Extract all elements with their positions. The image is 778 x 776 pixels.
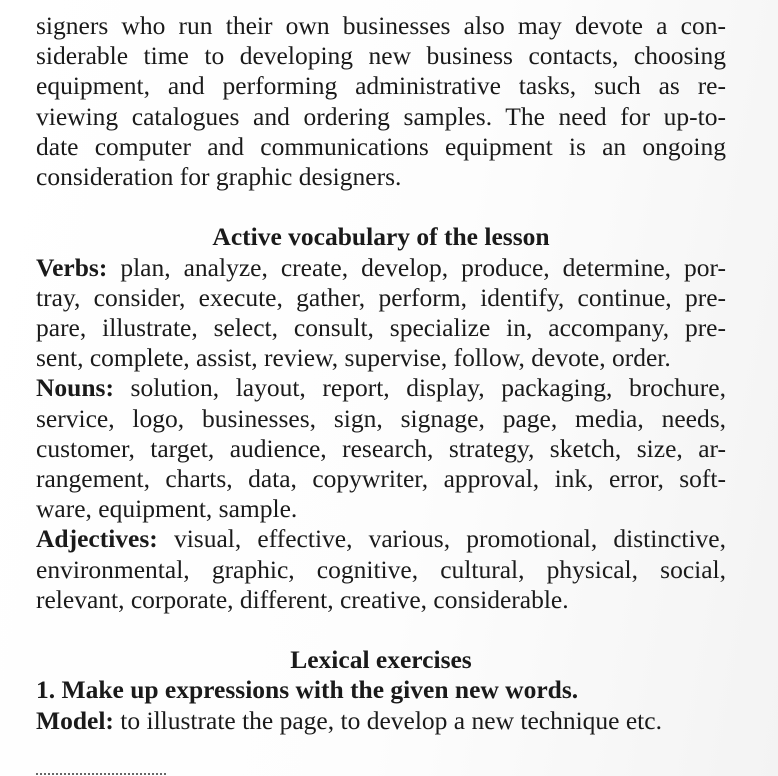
adjectives-line: relevant, corporate, different, creative, considerable. — [36, 584, 569, 614]
nouns-line: rangement, charts, data, copywriter, approval, ink, error, soft- — [36, 464, 726, 494]
exercises-heading: Lexical exercises — [290, 645, 472, 675]
verbs-line: sent, complete, assist, review, supervise, follow, devote, order. — [36, 343, 671, 373]
nouns-paragraph — [36, 373, 726, 524]
adjectives-paragraph — [36, 524, 726, 615]
verbs-label: Verbs: — [36, 252, 108, 282]
nouns-text: solution, layout, report, display, packaging, brochure, — [113, 373, 726, 403]
adjectives-text: visual, effective, various, promotional, distinctive, — [157, 524, 726, 554]
vocabulary-heading: Active vocabulary of the lesson — [212, 222, 550, 252]
intro-line: siderable time to developing new business contacts, choosing — [36, 41, 726, 71]
verbs-line: pare, illustrate, select, consult, specialize in, accompany, pre- — [36, 313, 726, 343]
nouns-line: service, logo, businesses, sign, signage, page, media, needs, — [36, 403, 726, 433]
intro-line: viewing catalogues and ordering samples. The need for up-to- — [36, 101, 726, 131]
nouns-line — [36, 373, 726, 403]
spacer — [36, 615, 726, 645]
exercise-task-1: 1. Make up expressions with the given new words. — [36, 675, 579, 705]
nouns-line: ware, equipment, sample. — [36, 494, 298, 524]
intro-paragraph — [36, 11, 726, 192]
nouns-line: customer, target, audience, research, strategy, sketch, size, ar- — [36, 433, 726, 463]
intro-line: equipment, and performing administrative tasks, such as re- — [36, 71, 726, 101]
intro-line: date computer and communications equipment is an ongoing — [36, 131, 726, 161]
intro-line: signers who run their own businesses also may devote a con- — [36, 11, 726, 40]
nouns-label: Nouns: — [36, 373, 114, 403]
spacer — [36, 192, 726, 222]
adjectives-label: Adjectives: — [36, 524, 158, 554]
adjectives-line: environmental, graphic, cognitive, cultural, physical, social, — [36, 554, 726, 584]
model-label: Model: — [36, 705, 114, 735]
verbs-paragraph — [36, 253, 726, 374]
verbs-line — [36, 253, 726, 283]
page-text — [36, 11, 726, 736]
model-text: to illustrate the page, to develop a new technique etc. — [113, 705, 662, 735]
adjectives-line — [36, 524, 726, 554]
model-line — [36, 706, 726, 736]
verbs-text: plan, analyze, create, develop, produce, determine, por- — [107, 252, 726, 282]
verbs-line: tray, consider, execute, gather, perform, identify, continue, pre- — [36, 282, 726, 312]
cut-off-next-line — [36, 768, 186, 776]
intro-line: consideration for graphic designers. — [36, 162, 402, 192]
